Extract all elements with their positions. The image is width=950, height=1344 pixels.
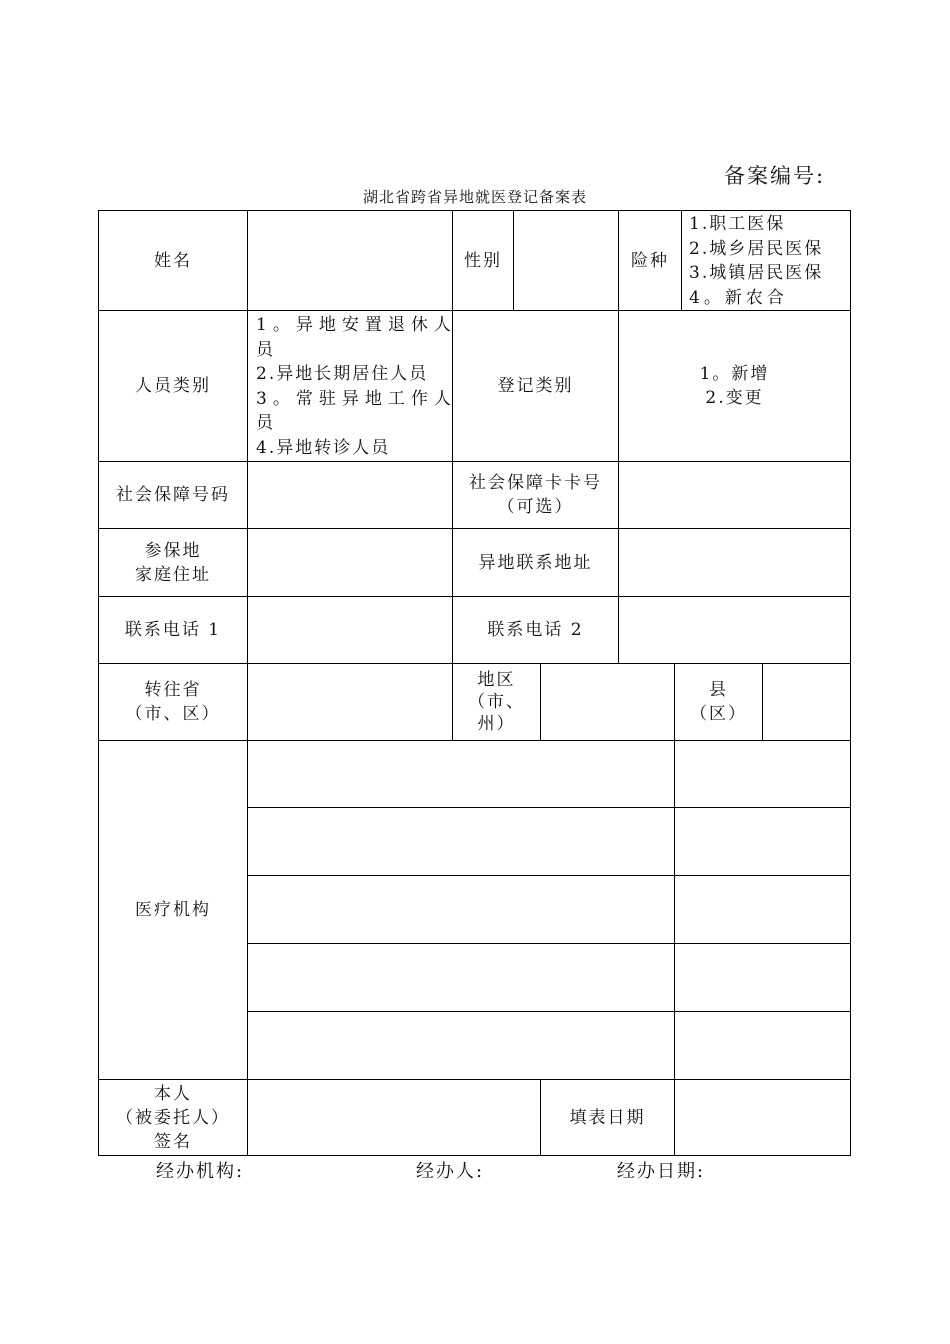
register-type-options[interactable] [619,311,850,461]
phone2-field[interactable] [619,597,850,663]
register-type-option: 1。新增 [699,364,770,384]
remote-address-field[interactable] [619,529,850,596]
handler-label: 经办人: [416,1161,485,1182]
county-field[interactable] [763,664,850,740]
agency-label: 经办机构: [156,1161,245,1182]
hospital-extra-field[interactable] [675,876,850,943]
ss-number-label: 社会保障号码 [116,485,230,505]
fill-date-field[interactable] [675,1080,850,1155]
person-category-label: 人员类别 [135,376,211,396]
hospital-extra-field[interactable] [675,741,850,807]
home-address-label: 参保地 家庭住址 [135,540,211,585]
fill-date-label: 填表日期 [569,1107,646,1128]
insurance-option: 1.职工医保 [689,214,786,234]
insurance-label: 险种 [631,250,669,271]
form-title: 湖北省跨省异地就医登记备案表 [362,188,587,206]
region-label: 地区 （市、 州） [468,670,525,734]
ss-number-field[interactable] [248,462,452,528]
county-label: 县 （区） [690,680,747,724]
hospital-field[interactable] [248,741,674,807]
register-type-option: 2.变更 [705,388,764,408]
hospital-field[interactable] [248,944,674,1011]
hospital-field[interactable] [248,808,674,875]
hospital-extra-field[interactable] [675,1012,850,1079]
record-number-label: 备案编号: [724,164,826,188]
home-address-field[interactable] [248,529,452,596]
hospital-field[interactable] [248,876,674,943]
region-field[interactable] [541,664,674,740]
hospital-extra-field[interactable] [675,944,850,1011]
person-category-option: 2.异地长期居住人员 [256,364,429,384]
person-category-option: 员 [256,413,275,433]
hospital-field[interactable] [248,1012,674,1079]
hospital-extra-field[interactable] [675,808,850,875]
gender-field[interactable] [514,211,618,310]
insurance-option: 2.城乡居民医保 [689,238,824,259]
person-category-option: 员 [256,339,275,360]
phone1-label: 联系电话 1 [124,620,222,640]
province-label: 转往省 （市、区） [125,680,221,724]
insurance-options[interactable] [689,212,823,310]
remote-address-label: 异地联系地址 [478,552,593,573]
phone1-field[interactable] [248,597,452,663]
ss-card-label: 社会保障卡卡号 （可选） [469,473,602,517]
insurance-option: 3.城镇居民医保 [689,263,824,283]
name-field[interactable] [248,211,452,310]
person-category-option: 4.异地转诊人员 [256,437,391,458]
name-label: 姓名 [154,250,192,271]
signature-label: 本人 （被委托人） 签名 [116,1083,230,1152]
person-category-option: 3。常驻异地工作人 [256,388,457,409]
signature-field[interactable] [248,1080,540,1155]
person-category-option: 1。异地安置退休人 [256,315,457,335]
handle-date-label: 经办日期: [617,1161,706,1182]
gender-label: 性别 [464,250,502,271]
person-category-options[interactable] [256,313,457,460]
province-field[interactable] [248,664,452,740]
register-type-label: 登记类别 [497,376,574,396]
hospital-label: 医疗机构 [135,900,211,920]
ss-card-field[interactable] [619,462,850,528]
insurance-option: 4。新农合 [689,287,788,308]
phone2-label: 联系电话 2 [487,620,584,640]
